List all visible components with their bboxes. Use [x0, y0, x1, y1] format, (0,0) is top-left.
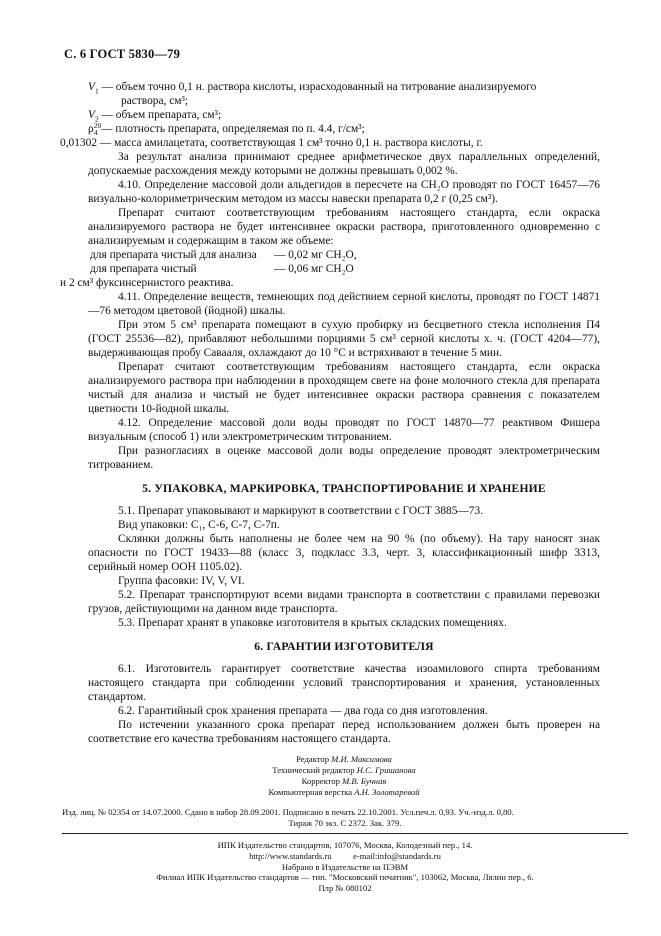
publisher-typeset-note: Набрано в Издательстве на ПЭВМ: [281, 861, 409, 872]
publisher-block: [62, 840, 628, 893]
paragraph-fuchsin: и 2 см³ фуксинсернистого реактива.: [60, 277, 234, 290]
reference-row-label: для препарата чистый: [90, 263, 197, 276]
reference-row-pure: [88, 262, 600, 276]
symbol-rho-subscript: 4: [93, 128, 98, 138]
credit-tech-editor: [88, 765, 600, 776]
imprint-divider: [62, 833, 628, 834]
paragraph-4-10-criteria: Препарат считают соответствующим требованиям настоящего стандарта, если окраска анализируемого раствора не будет интенсивнее окраски раствора, приготовленного одновременно с анализируемым и содержащим в таком же объеме:: [88, 207, 600, 248]
publisher-branch: Филиал ИПК Издательство стандартов — тип. "Московский печатник", 103062, Москва, Лялин пер., 6.: [156, 872, 534, 883]
definition-v1-text: — объем точно 0,1 н. раствора кислоты, израсходованный на титрование анализируемого: [98, 81, 537, 93]
publisher-address: ИПК Издательство стандартов, 107076, Москва, Колодезный пер., 14.: [217, 840, 473, 851]
definition-coefficient: 0,01302 — масса амилацетата, соответствующая 1 см³ точно 0,1 н. раствора кислоты, г.: [60, 137, 483, 150]
paragraph-4-11-method: 4.11. Определение веществ, темнеющих под действием серной кислоты, проводят по ГОСТ 14871—76 методом цветовой (йодной) шкалы.: [88, 291, 600, 318]
paragraph-packing-group: Группа фасовки: IV, V, VI.: [118, 575, 245, 588]
credit-label: Технический редактор: [272, 765, 355, 776]
definition-v2: [88, 108, 600, 122]
document-body: [60, 80, 600, 893]
credit-label: Компьютерная верстка: [268, 787, 353, 798]
symbol-rho-superscript: 20: [93, 121, 102, 131]
credit-label: Редактор: [296, 754, 329, 765]
symbol-rho: ρ: [88, 123, 94, 135]
paragraph-4-12-dispute: При разногласиях в оценке массовой доли воды определение проводят электрометрическим титрованием.: [88, 445, 600, 472]
paragraph-4-12-method: 4.12. Определение массовой доли воды проводят по ГОСТ 14870—77 реактивом Фишера визуальным (способ 1) или электрометрическим титрованием.: [88, 417, 600, 444]
paragraph-5-2: 5.2. Препарат транспортируют всеми видами транспорта в соответствии с правилами перевозки грузов, действующими на данном виде транспорта.: [88, 589, 600, 616]
paragraph-packaging-type: Вид упаковки: С₁, С-6, С-7, С-7п.: [118, 519, 280, 532]
imprint-line-1: Изд. лиц. № 02354 от 14.07.2000. Сдано в набор 28.09.2001. Подписано в печать 22.10.2001. Усл.печ.л. 0,93. Уч.-изд.л. 0,80.: [62, 807, 514, 818]
credit-label: Корректор: [301, 776, 340, 787]
section-5-title: 5. УПАКОВКА, МАРКИРОВКА, ТРАНСПОРТИРОВАНИЕ И ХРАНЕНИЕ: [142, 482, 546, 496]
credit-name: Н.С. Гришанова: [356, 765, 416, 776]
credit-name: М.В. Бучная: [342, 776, 387, 787]
credits-block: [88, 754, 600, 798]
paragraph-6-1: 6.1. Изготовитель гарантирует соответствие качества изоамилового спирта требованиям настоящего стандарта при соблюдении условий транспортирования и хранения, установленных стандартом.: [88, 663, 600, 704]
paragraph-6-2-verification: По истечении указанного срока препарат перед использованием должен быть проверен на соответствие его качества требованиям настоящего стандарта.: [88, 719, 600, 746]
paragraph-6-2: 6.2. Гарантийный срок хранения препарата — два года со дня изготовления.: [118, 705, 488, 718]
credit-corrector: [88, 776, 600, 787]
symbol-v1: V: [88, 81, 95, 93]
reference-row-value: — 0,02 мг CH₂O,: [274, 249, 357, 262]
definition-density-text: — плотность препарата, определяемая по п. 4.4, г/см³;: [101, 123, 365, 135]
symbol-v2-subscript: 2: [94, 114, 99, 124]
credit-name: А.Н. Золотаревой: [354, 787, 420, 798]
symbol-v1-subscript: 1: [94, 86, 99, 96]
reference-row-analysis: [88, 248, 600, 262]
definition-v1: [88, 80, 600, 94]
reference-row-label: для препарата чистый для анализа: [90, 249, 257, 262]
paragraph-4-10-method: 4.10. Определение массовой доли альдегидов в пересчете на CH₂O проводят по ГОСТ 16457—76 визуально-колориметрическим методом из массы навески препарата 0,2 г (0,25 см³).: [88, 179, 600, 206]
publisher-license: Плр № 080102: [318, 882, 372, 893]
definition-density: [88, 122, 600, 136]
paragraph-fill-level: Склянки должны быть наполнены не более чем на 90 % (по объему). На тару наносят знак опасности по ГОСТ 19433—88 (класс 3, подкласс 3.3, черт. 3, классификационный шифр 3313, серийный номер ООН 1105.02).: [88, 533, 600, 574]
publisher-web: [62, 851, 628, 862]
paragraph-5-3: 5.3. Препарат хранят в упаковке изготовителя в крытых складских помещениях.: [118, 617, 507, 630]
imprint-block: [62, 807, 628, 893]
paragraph-4-11-procedure: При этом 5 см³ препарата помещают в сухую пробирку из бесцветного стекла исполнения П4 (ГОСТ 25536—82), прибавляют небольшими порциями 5 см³ серной кислоты х. ч. (ГОСТ 4204—77), выдерживающая пробу Савааля, охлаждают до 10 °С и встряхивают в течение 5 мин.: [88, 319, 600, 360]
publisher-email-link[interactable]: e-mail:info@standards.ru: [353, 850, 441, 861]
publisher-website-link[interactable]: http://www.standards.ru: [249, 850, 332, 861]
paragraph-5-1: 5.1. Препарат упаковывают и маркируют в соответствии с ГОСТ 3885—73.: [118, 505, 484, 518]
credit-layout: [88, 787, 600, 798]
section-6-title: 6. ГАРАНТИИ ИЗГОТОВИТЕЛЯ: [254, 640, 434, 654]
paragraph-result: За результат анализа принимают среднее арифметическое двух параллельных определений, допускаемые расхождения между которыми не должны превышать 0,002 %.: [88, 151, 600, 178]
imprint-line-2: Тираж 70 экз. С 2372. Зак. 379.: [288, 818, 402, 829]
reference-row-value: — 0,06 мг CH₂O: [274, 263, 354, 276]
paragraph-4-11-criteria: Препарат считают соответствующим требованиям настоящего стандарта, если окраска анализируемого раствора при наблюдении в проходящем свете на фоне молочного стекла для препарата чистый для анализа и чистый не будет интенсивнее окраски раствора сравнения с показателем цветности 10-йодной шкалы.: [88, 361, 600, 416]
definition-v2-text: — объем препарата, см³;: [98, 109, 222, 121]
definition-v1-continuation: раствора, см³;: [121, 95, 189, 107]
credit-name: М.И. Максимова: [331, 754, 392, 765]
symbol-v2: V: [88, 109, 95, 121]
page-header: С. 6 ГОСТ 5830—79: [64, 47, 181, 61]
credit-editor: [88, 754, 600, 765]
